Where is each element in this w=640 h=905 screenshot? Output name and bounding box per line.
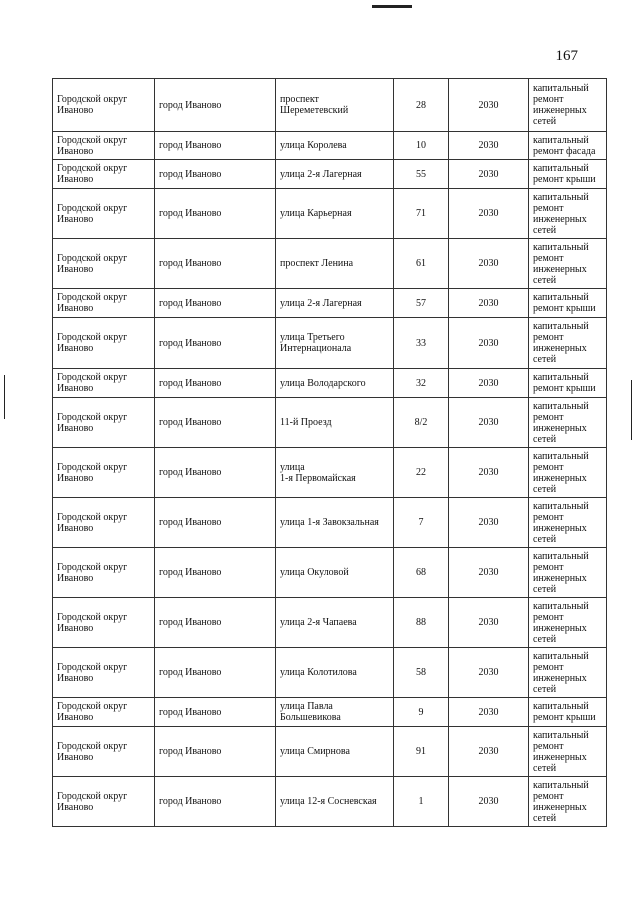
district-cell: Городской округ Иваново bbox=[53, 448, 155, 498]
city-cell: город Иваново bbox=[155, 448, 276, 498]
work-type-cell: капитальный ремонт инженерных сетей bbox=[529, 318, 607, 369]
year-cell: 2030 bbox=[449, 398, 529, 448]
house-cell: 1 bbox=[394, 777, 449, 827]
street-cell: улица 2-я Чапаева bbox=[276, 598, 394, 648]
city-cell: город Иваново bbox=[155, 132, 276, 160]
street-cell: улица Володарского bbox=[276, 369, 394, 398]
street-cell: улица Колотилова bbox=[276, 648, 394, 698]
city-cell: город Иваново bbox=[155, 289, 276, 318]
table-row bbox=[53, 698, 607, 727]
district-cell: Городской округ Иваново bbox=[53, 598, 155, 648]
house-cell: 55 bbox=[394, 160, 449, 189]
year-cell: 2030 bbox=[449, 727, 529, 777]
house-cell: 8/2 bbox=[394, 398, 449, 448]
district-cell: Городской округ Иваново bbox=[53, 398, 155, 448]
work-type-cell: капитальный ремонт крыши bbox=[529, 160, 607, 189]
street-cell: улица 2-я Лагерная bbox=[276, 160, 394, 189]
district-cell: Городской округ Иваново bbox=[53, 318, 155, 369]
table-row bbox=[53, 448, 607, 498]
district-cell: Городской округ Иваново bbox=[53, 777, 155, 827]
district-cell: Городской округ Иваново bbox=[53, 160, 155, 189]
street-cell: улица 1-я Завокзальная bbox=[276, 498, 394, 548]
house-cell: 10 bbox=[394, 132, 449, 160]
year-cell: 2030 bbox=[449, 548, 529, 598]
year-cell: 2030 bbox=[449, 160, 529, 189]
renovation-table bbox=[52, 78, 607, 827]
house-cell: 68 bbox=[394, 548, 449, 598]
year-cell: 2030 bbox=[449, 498, 529, 548]
city-cell: город Иваново bbox=[155, 598, 276, 648]
district-cell: Городской округ Иваново bbox=[53, 369, 155, 398]
table-row bbox=[53, 727, 607, 777]
house-cell: 91 bbox=[394, 727, 449, 777]
table-row bbox=[53, 189, 607, 239]
year-cell: 2030 bbox=[449, 189, 529, 239]
table-row bbox=[53, 79, 607, 132]
table-row bbox=[53, 132, 607, 160]
work-type-cell: капитальный ремонт инженерных сетей bbox=[529, 727, 607, 777]
work-type-cell: капитальный ремонт крыши bbox=[529, 698, 607, 727]
city-cell: город Иваново bbox=[155, 189, 276, 239]
city-cell: город Иваново bbox=[155, 79, 276, 132]
work-type-cell: капитальный ремонт инженерных сетей bbox=[529, 79, 607, 132]
house-cell: 7 bbox=[394, 498, 449, 548]
street-cell: улица Третьего Интернационала bbox=[276, 318, 394, 369]
work-type-cell: капитальный ремонт инженерных сетей bbox=[529, 648, 607, 698]
street-cell: проспект Ленина bbox=[276, 239, 394, 289]
work-type-cell: капитальный ремонт инженерных сетей bbox=[529, 498, 607, 548]
table-row bbox=[53, 777, 607, 827]
city-cell: город Иваново bbox=[155, 160, 276, 189]
city-cell: город Иваново bbox=[155, 777, 276, 827]
street-cell: улица Карьерная bbox=[276, 189, 394, 239]
table-row bbox=[53, 160, 607, 189]
table-row bbox=[53, 289, 607, 318]
page-number: 167 bbox=[555, 48, 578, 64]
work-type-cell: капитальный ремонт инженерных сетей bbox=[529, 239, 607, 289]
scan-artifact-top bbox=[372, 5, 412, 8]
city-cell: город Иваново bbox=[155, 398, 276, 448]
district-cell: Городской округ Иваново bbox=[53, 79, 155, 132]
district-cell: Городской округ Иваново bbox=[53, 727, 155, 777]
work-type-cell: капитальный ремонт инженерных сетей bbox=[529, 548, 607, 598]
year-cell: 2030 bbox=[449, 79, 529, 132]
work-type-cell: капитальный ремонт крыши bbox=[529, 289, 607, 318]
year-cell: 2030 bbox=[449, 698, 529, 727]
scan-artifact-left bbox=[4, 375, 5, 419]
city-cell: город Иваново bbox=[155, 369, 276, 398]
table-row bbox=[53, 648, 607, 698]
year-cell: 2030 bbox=[449, 132, 529, 160]
street-cell: улица 2-я Лагерная bbox=[276, 289, 394, 318]
work-type-cell: капитальный ремонт инженерных сетей bbox=[529, 448, 607, 498]
house-cell: 28 bbox=[394, 79, 449, 132]
table-row bbox=[53, 498, 607, 548]
house-cell: 33 bbox=[394, 318, 449, 369]
city-cell: город Иваново bbox=[155, 239, 276, 289]
house-cell: 22 bbox=[394, 448, 449, 498]
table-row bbox=[53, 548, 607, 598]
street-cell: улица Королева bbox=[276, 132, 394, 160]
city-cell: город Иваново bbox=[155, 548, 276, 598]
district-cell: Городской округ Иваново bbox=[53, 548, 155, 598]
street-cell: улица Павла Большевикова bbox=[276, 698, 394, 727]
table-row bbox=[53, 598, 607, 648]
district-cell: Городской округ Иваново bbox=[53, 189, 155, 239]
year-cell: 2030 bbox=[449, 369, 529, 398]
house-cell: 61 bbox=[394, 239, 449, 289]
house-cell: 88 bbox=[394, 598, 449, 648]
city-cell: город Иваново bbox=[155, 318, 276, 369]
table-row bbox=[53, 398, 607, 448]
district-cell: Городской округ Иваново bbox=[53, 289, 155, 318]
year-cell: 2030 bbox=[449, 239, 529, 289]
city-cell: город Иваново bbox=[155, 648, 276, 698]
year-cell: 2030 bbox=[449, 289, 529, 318]
year-cell: 2030 bbox=[449, 318, 529, 369]
district-cell: Городской округ Иваново bbox=[53, 648, 155, 698]
city-cell: город Иваново bbox=[155, 727, 276, 777]
house-cell: 9 bbox=[394, 698, 449, 727]
city-cell: город Иваново bbox=[155, 498, 276, 548]
work-type-cell: капитальный ремонт крыши bbox=[529, 369, 607, 398]
house-cell: 71 bbox=[394, 189, 449, 239]
street-cell: улица 1-я Первомайская bbox=[276, 448, 394, 498]
year-cell: 2030 bbox=[449, 777, 529, 827]
work-type-cell: капитальный ремонт инженерных сетей bbox=[529, 777, 607, 827]
house-cell: 32 bbox=[394, 369, 449, 398]
house-cell: 57 bbox=[394, 289, 449, 318]
table-row bbox=[53, 369, 607, 398]
year-cell: 2030 bbox=[449, 648, 529, 698]
district-cell: Городской округ Иваново bbox=[53, 132, 155, 160]
year-cell: 2030 bbox=[449, 448, 529, 498]
table-row bbox=[53, 318, 607, 369]
street-cell: 11-й Проезд bbox=[276, 398, 394, 448]
city-cell: город Иваново bbox=[155, 698, 276, 727]
work-type-cell: капитальный ремонт инженерных сетей bbox=[529, 398, 607, 448]
work-type-cell: капитальный ремонт фасада bbox=[529, 132, 607, 160]
table-row bbox=[53, 239, 607, 289]
table-body bbox=[53, 79, 607, 827]
district-cell: Городской округ Иваново bbox=[53, 698, 155, 727]
street-cell: улица 12-я Сосневская bbox=[276, 777, 394, 827]
district-cell: Городской округ Иваново bbox=[53, 239, 155, 289]
house-cell: 58 bbox=[394, 648, 449, 698]
work-type-cell: капитальный ремонт инженерных сетей bbox=[529, 598, 607, 648]
street-cell: улица Смирнова bbox=[276, 727, 394, 777]
street-cell: улица Окуловой bbox=[276, 548, 394, 598]
year-cell: 2030 bbox=[449, 598, 529, 648]
work-type-cell: капитальный ремонт инженерных сетей bbox=[529, 189, 607, 239]
district-cell: Городской округ Иваново bbox=[53, 498, 155, 548]
street-cell: проспект Шереметевский bbox=[276, 79, 394, 132]
scan-artifact-right bbox=[631, 380, 632, 440]
